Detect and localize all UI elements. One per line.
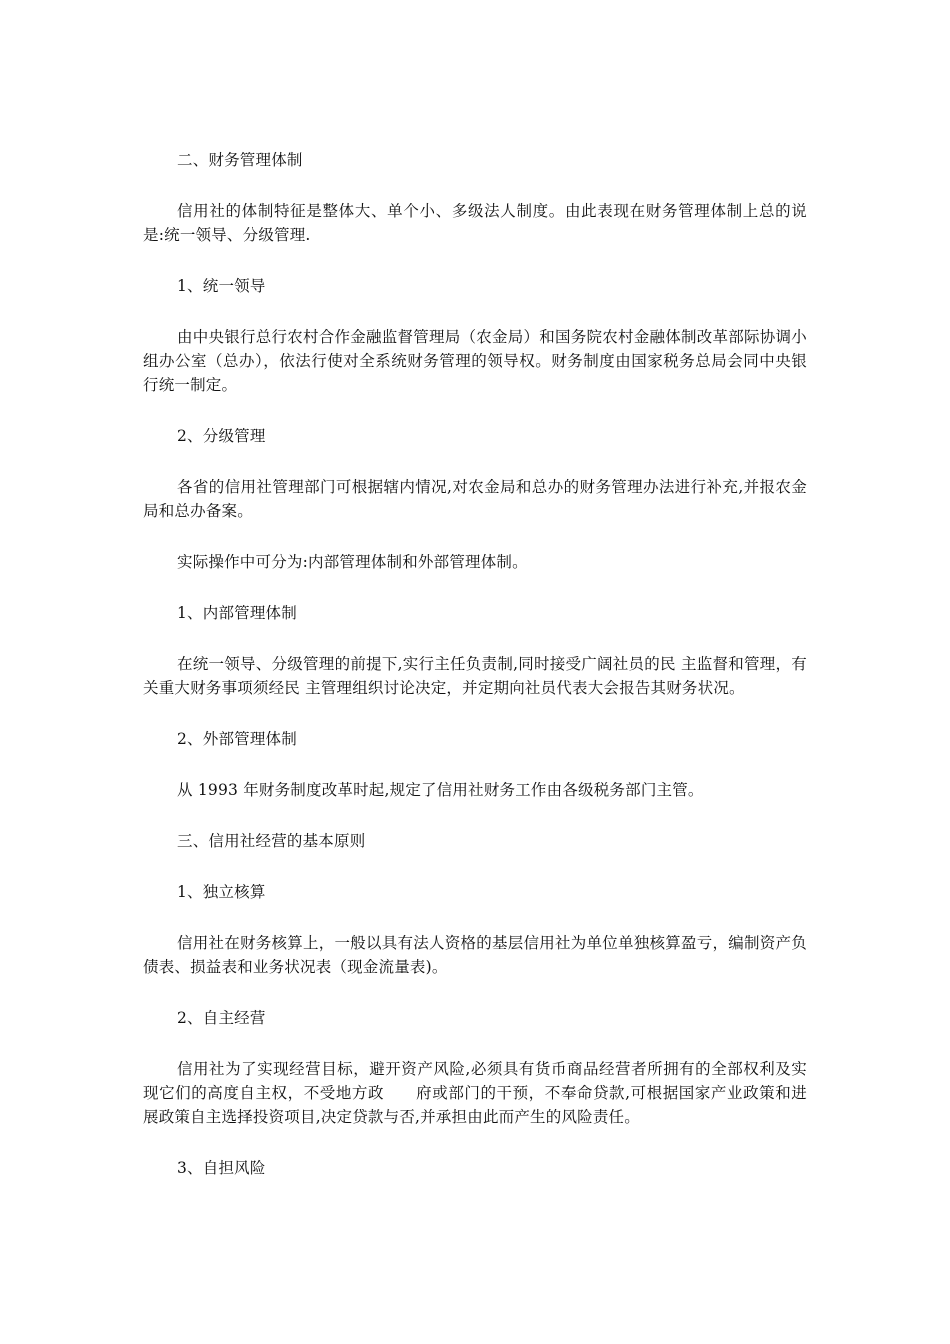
section-heading: 二、财务管理体制 xyxy=(177,151,303,169)
body-paragraph: 实际操作中可分为:内部管理体制和外部管理体制。 xyxy=(177,553,528,571)
body-paragraph: 信用社的体制特征是整体大、单个小、多级法人制度。由此表现在财务管理体制上总的说是:统一领导、分级管理. xyxy=(143,202,807,244)
body-paragraph: 由中央银行总行农村合作金融监督管理局（农金局）和国务院农村金融体制改革部际协调小组办公室（总办），依法行使对全系统财务管理的领导权。财务制度由国家税务总局会同中央银行统一制定。 xyxy=(143,328,807,394)
body-paragraph: 在统一领导、分级管理的前提下,实行主任负责制,同时接受广阔社员的民 主监督和管理，有关重大财务事项须经民 主管理组织讨论决定，并定期向社员代表大会报告其财务状况。 xyxy=(143,655,807,697)
document-body xyxy=(143,148,807,1180)
subsection-heading: 1、统一领导 xyxy=(177,277,266,295)
subsection-heading: 1、独立核算 xyxy=(177,883,266,901)
body-paragraph: 信用社在财务核算上，一般以具有法人资格的基层信用社为单位单独核算盈亏，编制资产负债表、损益表和业务状况表（现金流量表)。 xyxy=(143,934,807,976)
subsection-heading: 1、内部管理体制 xyxy=(177,604,297,622)
subsection-heading: 2、外部管理体制 xyxy=(177,730,297,748)
section-heading: 三、信用社经营的基本原则 xyxy=(177,832,366,850)
body-paragraph: 各省的信用社管理部门可根据辖内情况,对农金局和总办的财务管理办法进行补充,并报农金局和总办备案。 xyxy=(143,478,807,520)
subsection-heading: 3、自担风险 xyxy=(177,1159,266,1177)
subsection-heading: 2、自主经营 xyxy=(177,1009,266,1027)
subsection-heading: 2、分级管理 xyxy=(177,427,266,445)
body-paragraph: 信用社为了实现经营目标，避开资产风险,必须具有货币商品经营者所拥有的全部权利及实现它们的高度自主权，不受地方政 府或部门的干预，不奉命贷款,可根据国家产业政策和进展政策自主选择投资项目,决定贷款与否,并承担由此而产生的风险责任。 xyxy=(143,1060,807,1126)
body-paragraph: 从 1993 年财务制度改革时起,规定了信用社财务工作由各级税务部门主管。 xyxy=(177,781,704,799)
